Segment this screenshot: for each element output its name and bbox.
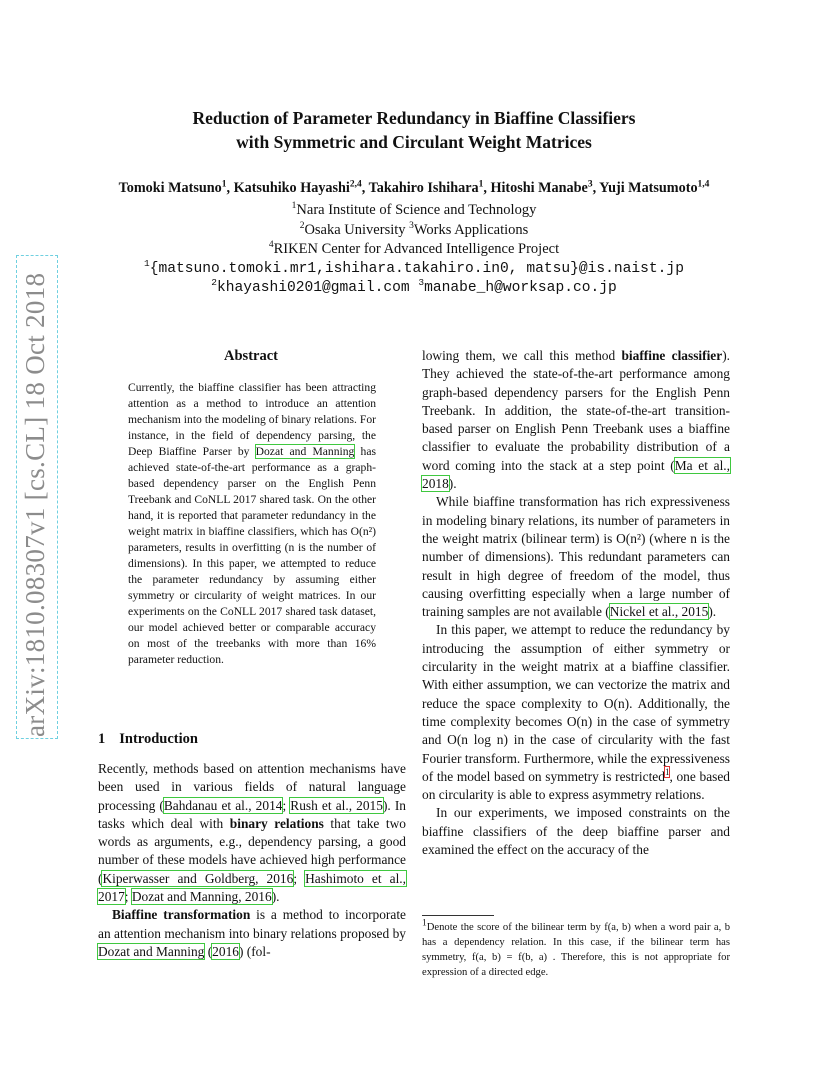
- author: Yuji Matsumoto: [599, 180, 698, 196]
- paper-title: [100, 106, 728, 154]
- citation-link[interactable]: Ma et al., 2018: [422, 457, 730, 492]
- citation-link[interactable]: Kiperwasser and Goldberg, 2016: [102, 870, 294, 886]
- affiliation-1: $^1$Nara Institute of Science and Technology: [291, 201, 537, 218]
- citation-link[interactable]: Rush et al., 2015: [290, 797, 383, 813]
- citation-link[interactable]: Bahdanau et al., 2014: [163, 797, 283, 813]
- author: Katsuhiko Hayashi: [233, 180, 350, 196]
- title-line-2: with Symmetric and Circulant Weight Matrices: [236, 132, 592, 152]
- intro-paragraph-1: Recently, methods based on attention mechanisms have been used in various fields of natural language processing (Bahdanau et al., 2014; Rush et al., 2015). In tasks which deal with binary relations that take two words as arguments, e.g., dependency parsing, a good number of these models have achieved high performance (Kiperwasser and Goldberg, 2016; Hashimoto et al., 2017; Dozat and Manning, 2016).: [98, 761, 406, 905]
- affiliation-2-3: $^2$Osaka University $^3$Works Applications: [299, 220, 529, 238]
- author: Hitoshi Manabe: [490, 180, 588, 196]
- section-heading-introduction: 1 Introduction: [98, 731, 198, 747]
- footnote: $^1$Denote the score of the bilinear term by f(a, b) when a word pair a, b has a dependency relation. In this case, if the bilinear term has symmetry, f(a, b) = f(b, a) . Therefore, this is not appropriate for expression of a directed edge.: [422, 918, 730, 978]
- right-paragraph-2: While biaffine transformation has rich expressiveness in modeling binary relations, its number of parameters in the weight matrix (bilinear term) is O(n²) (where n is the number of dimensions). This redundant parameters can result in high degree of freedom of the model, thus causing overfitting especially when a large number of training samples are not available (Nickel et al., 2015).: [422, 494, 730, 620]
- citation-link[interactable]: Dozat and Manning: [255, 445, 355, 458]
- affiliations: [100, 201, 728, 299]
- title-line-1: Reduction of Parameter Redundancy in Biaffine Classifiers: [192, 108, 636, 128]
- intro-body: [98, 760, 406, 961]
- citation-link[interactable]: Dozat and Manning, 2016: [131, 889, 272, 905]
- citation-link[interactable]: Hashimoto et al., 2017: [98, 870, 406, 905]
- email-line-2: $^2$khayashi0201@gmail.com $^3$manabe_h@worksap.co.jp: [211, 277, 617, 296]
- citation-link[interactable]: Nickel et al., 2015: [609, 604, 709, 620]
- author: Takahiro Ishihara: [368, 180, 479, 196]
- intro-paragraph-2: Biaffine transformation is a method to incorporate an attention mechanism into binary relations proposed by Dozat and Manning (2016) (fol-: [98, 907, 406, 959]
- author: Tomoki Matsuno: [118, 180, 222, 196]
- right-column-body: [422, 347, 730, 859]
- right-paragraph-4: In our experiments, we imposed constraints on the biaffine classifiers of the deep biaffine parser and examined the effect on the accuracy of the: [422, 805, 730, 858]
- abstract-heading: Abstract: [224, 348, 278, 364]
- affiliation-4: $^4$RIKEN Center for Advanced Intelligence Project: [268, 240, 560, 257]
- email-line-1: $^1${matsuno.tomoki.mr1,ishihara.takahiro.in0, matsu}@is.naist.jp: [144, 257, 684, 277]
- arxiv-id: arXiv:1810.08307v1 [cs.CL] 18 Oct 2018: [20, 272, 50, 737]
- abstract-body: Currently, the biaffine classifier has been attracting attention as a method to introduce an attention mechanism into the modeling of binary relations. For instance, in the field of dependency parsing, the Deep Biaffine Parser by Dozat and Manning has achieved state-of-the-art performance as a graph-based dependency parser on the English Penn Treebank and CoNLL 2017 shared task. On the other hand, it is reported that parameter redundancy in the weight matrix in biaffine classifiers, which has O(n²) parameters, results in overfitting (n is the number of dimensions). In this paper, we attempted to reduce the parameter redundancy by assuming either symmetry or circularity of weight matrices. In our experiments on the CoNLL 2017 shared task dataset, our model achieved better or comparable accuracy on most of the treebanks with more than 16% parameter reduction.: [128, 381, 376, 666]
- right-paragraph-3: In this paper, we attempt to reduce the redundancy by introducing the assumption of either symmetry or circularity in the weight matrix at a biaffine classifier. With either assumption, we can vectorize the matrix and reduce the space complexity to O(n). Additionally, the time complexity becomes O(n) in the case of symmetry and O(n log n) in the case of circularity with the fast Fourier transform. Furthermore, while the expressiveness of the model based on symmetry is restricted$^1$, one based on circularity is able to express asymmetry relations.: [422, 622, 730, 803]
- citation-link[interactable]: Dozat and Manning: [98, 943, 205, 959]
- footnote-divider: [422, 915, 494, 916]
- citation-link[interactable]: 2016: [212, 943, 239, 959]
- right-paragraph-1: lowing them, we call this method biaffine classifier). They achieved the state-of-the-art performance among graph-based dependency parsers for the English Penn Treebank. In addition, the state-of-the-art transition-based parser on English Penn Treebank uses a biaffine classifier to evaluate the probability distribution of a word coming into the stack at a step point (Ma et al., 2018).: [422, 348, 731, 492]
- footnote-ref[interactable]: 1: [664, 767, 670, 778]
- author-list: Tomoki Matsuno$^1$, Katsuhiko Hayashi$^{2,4}$, Takahiro Ishihara$^1$, Hitoshi Manabe$^3$, Yuji Matsumoto$^{1,4}$: [118, 179, 710, 196]
